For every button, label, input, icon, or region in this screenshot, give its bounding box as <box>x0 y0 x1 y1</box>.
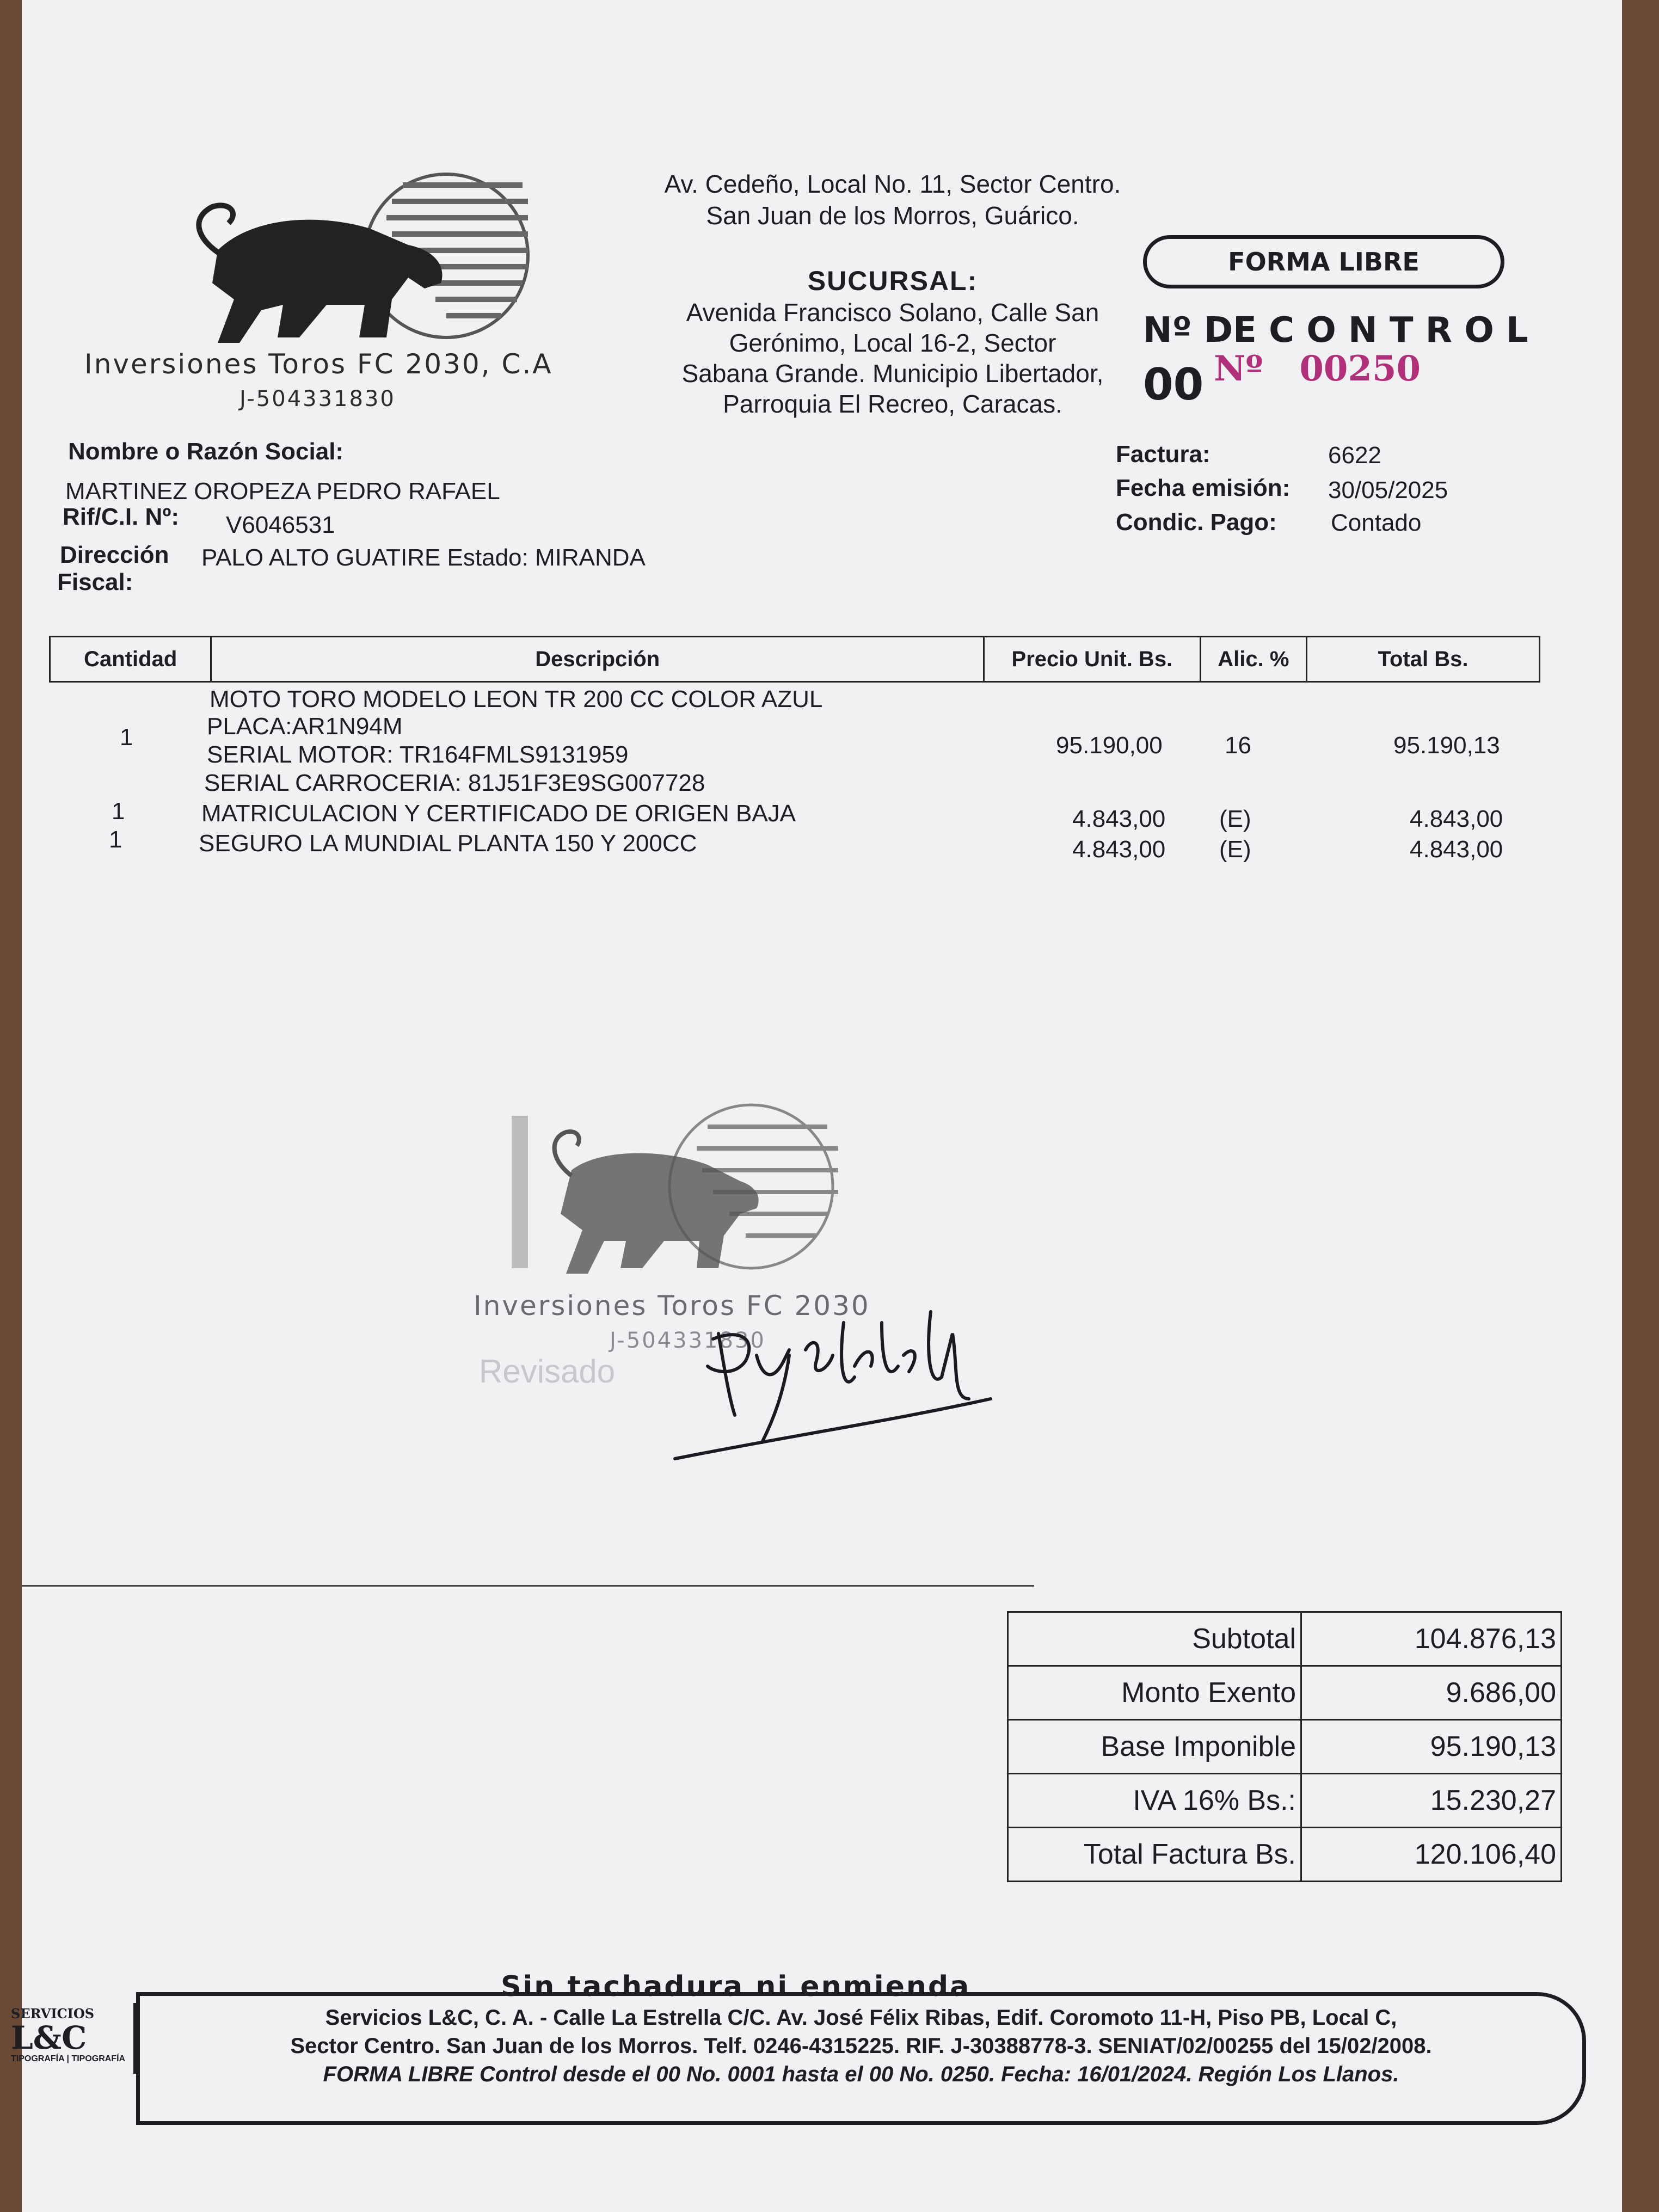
client-address: PALO ALTO GUATIRE Estado: MIRANDA <box>201 544 646 571</box>
printer-logo-mid: L&C <box>11 2019 87 2056</box>
branch-line-4: Parroquia El Recreo, Caracas. <box>723 390 1062 418</box>
row1-price: 95.190,00 <box>1056 732 1163 759</box>
row3-qty: 1 <box>109 826 122 853</box>
row2-qty: 1 <box>112 798 125 825</box>
pago-value: Contado <box>1331 509 1422 536</box>
company-name: Inversiones Toros FC 2030, C.A <box>84 348 553 380</box>
col-precio: Precio Unit. Bs. <box>984 637 1201 682</box>
row2-alic: (E) <box>1219 806 1251 832</box>
bull-logo-icon <box>174 163 577 370</box>
row1-total: 95.190,13 <box>1393 732 1500 759</box>
fecha-label: Fecha emisión: <box>1116 475 1291 501</box>
footer-notice: Sin tachadura ni enmienda <box>501 1970 971 2003</box>
row3-alic: (E) <box>1219 836 1251 863</box>
printer-logo-bottom: TIPOGRAFÍA | TIPOGRAFÍA <box>11 2054 126 2063</box>
control-label: Nº DE C O N T R O L <box>1143 310 1528 351</box>
footer-box <box>136 1992 1586 2125</box>
subtotal-value: 104.876,13 <box>1301 1612 1562 1666</box>
col-alic: Alic. % <box>1200 637 1306 682</box>
printer-logo <box>11 2006 142 2076</box>
iva-label: IVA 16% Bs.: <box>1008 1774 1301 1828</box>
row3-price: 4.843,00 <box>1072 836 1166 863</box>
row1-desc-3: SERIAL MOTOR: TR164FMLS9131959 <box>207 741 629 768</box>
company-rif: J-504331830 <box>239 386 396 411</box>
col-total: Total Bs. <box>1306 637 1539 682</box>
row3-total: 4.843,00 <box>1410 836 1503 863</box>
row1-qty: 1 <box>120 724 133 751</box>
row1-desc-2: PLACA:AR1N94M <box>207 713 403 740</box>
forma-libre-badge: FORMA LIBRE <box>1143 235 1504 288</box>
client-rif: V6046531 <box>226 512 335 538</box>
signature-icon <box>648 1290 1018 1470</box>
factura-number: 6622 <box>1328 442 1381 469</box>
client-name-label: Nombre o Razón Social: <box>68 438 344 465</box>
control-prefix: 00 <box>1143 359 1204 410</box>
factura-label: Factura: <box>1116 441 1211 468</box>
total-label: Total Factura Bs. <box>1008 1828 1301 1882</box>
address-line-2: San Juan de los Morros, Guárico. <box>706 201 1079 230</box>
base-value: 95.190,13 <box>1301 1720 1562 1774</box>
total-value: 120.106,40 <box>1301 1828 1562 1882</box>
row2-desc: MATRICULACION Y CERTIFICADO DE ORIGEN BAJA <box>201 800 796 827</box>
stamp-name: Inversiones Toros FC 2030 <box>474 1290 870 1322</box>
row1-alic: 16 <box>1225 732 1251 759</box>
iva-value: 15.230,27 <box>1301 1774 1562 1828</box>
company-stamp-icon <box>501 1094 893 1290</box>
col-descripcion: Descripción <box>211 637 984 682</box>
branch-line-3: Sabana Grande. Municipio Libertador, <box>681 359 1104 388</box>
row3-desc: SEGURO LA MUNDIAL PLANTA 150 Y 200CC <box>199 830 697 857</box>
section-divider <box>22 1585 1034 1587</box>
footer-line-1: Servicios L&C, C. A. - Calle La Estrella C/C. Av. José Félix Ribas, Edif. Coromoto 11-H, Piso PB, Local C, <box>325 2006 1397 2030</box>
subtotal-label: Subtotal <box>1008 1612 1301 1666</box>
stamp-rif: J-504331830 <box>610 1328 766 1353</box>
pago-label: Condic. Pago: <box>1116 509 1277 536</box>
branch-title: SUCURSAL: <box>807 266 978 296</box>
control-number: Nº 00250 <box>1214 348 1421 389</box>
client-address-label-2: Fiscal: <box>57 569 133 595</box>
client-address-label-1: Dirección <box>60 542 169 568</box>
row2-total: 4.843,00 <box>1410 806 1503 832</box>
address-line-1: Av. Cedeño, Local No. 11, Sector Centro. <box>664 170 1121 198</box>
client-name: MARTINEZ OROPEZA PEDRO RAFAEL <box>65 478 500 505</box>
client-rif-label: Rif/C.I. Nº: <box>63 503 180 530</box>
branch-line-1: Avenida Francisco Solano, Calle San <box>686 298 1099 327</box>
stamp-revisado: Revisado <box>479 1353 616 1390</box>
exento-value: 9.686,00 <box>1301 1666 1562 1720</box>
base-label: Base Imponible <box>1008 1720 1301 1774</box>
printer-logo-top: SERVICIOS <box>11 2006 95 2021</box>
row2-price: 4.843,00 <box>1072 806 1166 832</box>
row1-desc-4: SERIAL CARROCERIA: 81J51F3E9SG007728 <box>204 770 705 796</box>
totals-table <box>1007 1611 1562 1882</box>
branch-line-2: Gerónimo, Local 16-2, Sector <box>729 329 1056 357</box>
exento-label: Monto Exento <box>1008 1666 1301 1720</box>
items-table-header <box>49 636 1540 683</box>
footer-line-2: Sector Centro. San Juan de los Morros. Telf. 0246-4315225. RIF. J-30388778-3. SENIAT/02/00255 del 15/02/2008. <box>290 2034 1432 2058</box>
row1-desc-1: MOTO TORO MODELO LEON TR 200 CC COLOR AZUL <box>210 686 823 712</box>
col-cantidad: Cantidad <box>50 637 211 682</box>
invoice-paper <box>11 0 1622 2212</box>
fecha-value: 30/05/2025 <box>1328 477 1448 503</box>
footer-line-3: FORMA LIBRE Control desde el 00 No. 0001 hasta el 00 No. 0250. Fecha: 16/01/2024. Región Los Llanos. <box>323 2062 1399 2086</box>
